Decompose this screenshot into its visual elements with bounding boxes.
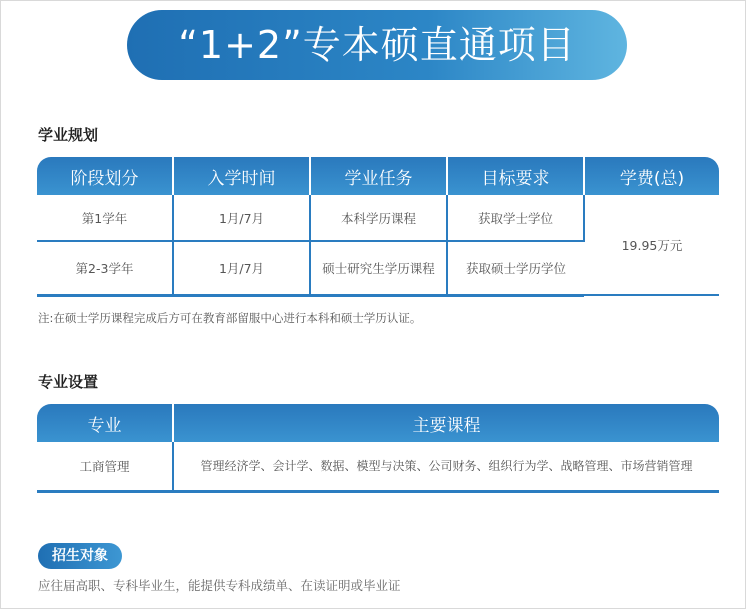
cell-courses: 管理经济学、会计学、数据、模型与决策、公司财务、组织行为学、战略管理、市场营销管理: [173, 442, 719, 491]
header-stage: 阶段划分: [37, 157, 173, 195]
header-fee: 学费(总): [584, 157, 719, 195]
cell-fee: 19.95万元: [584, 195, 719, 295]
header-major: 专业: [37, 404, 173, 442]
enroll-badge: 招生对象: [38, 543, 122, 569]
major-heading: 专业设置: [38, 373, 99, 391]
header-goal: 目标要求: [447, 157, 584, 195]
cell-goal: 获取硕士学历学位: [447, 241, 584, 295]
page-title: “1+2”专本硕直通项目: [127, 10, 627, 80]
study-plan-note: 注:在硕士学历课程完成后方可在教育部留服中心进行本科和硕士学历认证。: [38, 311, 422, 325]
header-task: 学业任务: [310, 157, 447, 195]
cell-stage: 第2-3学年: [37, 241, 173, 295]
cell-stage: 第1学年: [37, 195, 173, 241]
major-table: [37, 404, 719, 493]
table-row: [37, 195, 719, 241]
cell-task: 本科学历课程: [310, 195, 447, 241]
study-plan-table: [37, 157, 719, 297]
cell-goal: 获取学士学位: [447, 195, 584, 241]
cell-major-name: 工商管理: [37, 442, 173, 491]
cell-time: 1月/7月: [173, 195, 310, 241]
cell-task: 硕士研究生学历课程: [310, 241, 447, 295]
cell-time: 1月/7月: [173, 241, 310, 295]
study-plan-heading: 学业规划: [38, 126, 99, 144]
header-time: 入学时间: [173, 157, 310, 195]
table-row: [37, 442, 719, 491]
header-courses: 主要课程: [173, 404, 719, 442]
enroll-text: 应往届高职、专科毕业生，能提供专科成绩单、在读证明或毕业证: [38, 578, 401, 593]
